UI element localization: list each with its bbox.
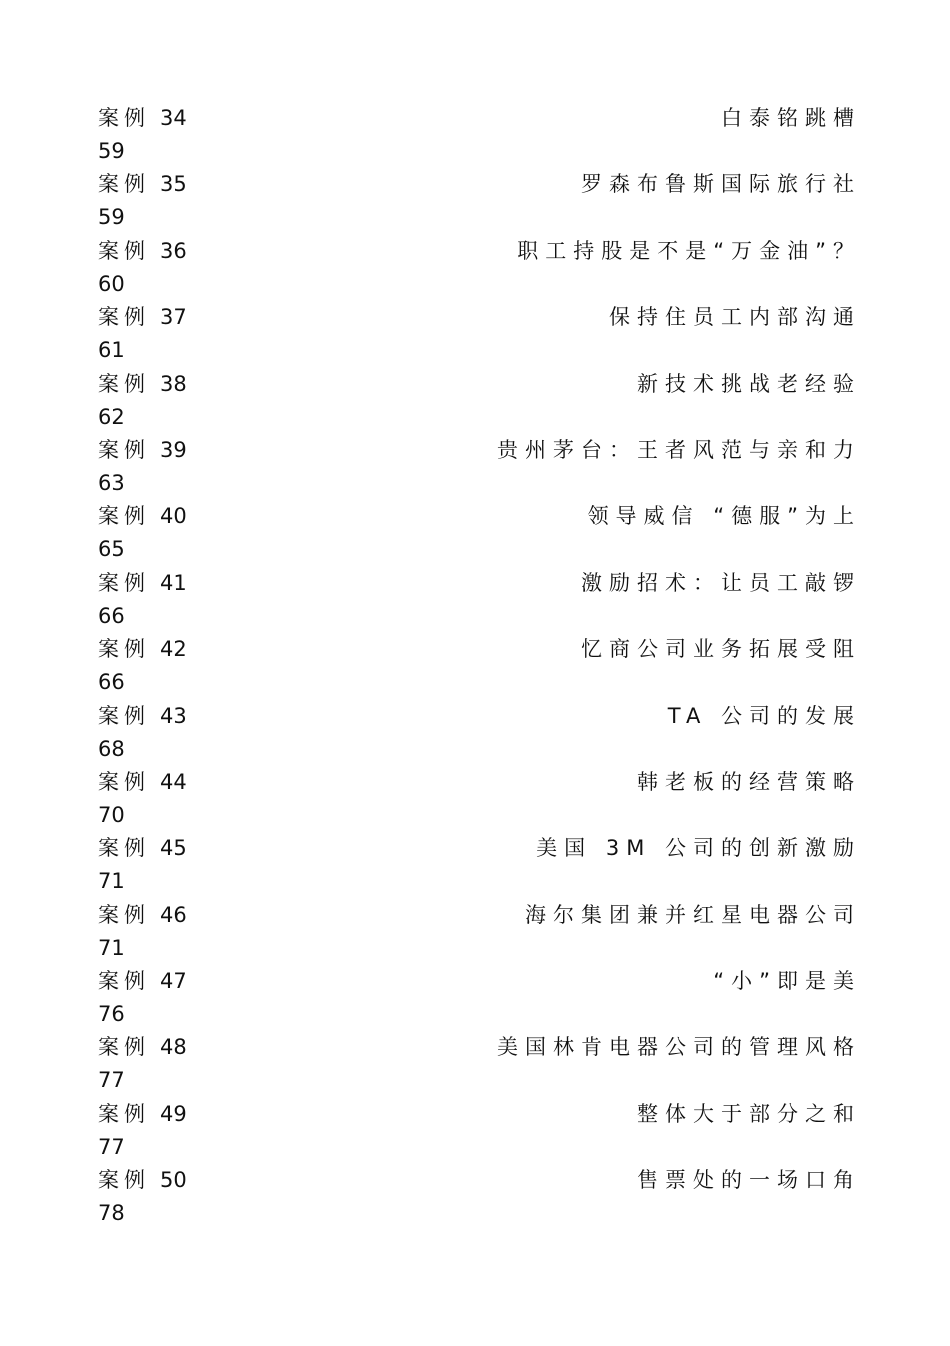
toc-entry[interactable] [98,567,861,633]
case-number: 48 [160,1035,187,1060]
page-number: 78 [98,1201,125,1226]
toc-entry[interactable] [98,899,861,965]
page-number: 59 [98,139,125,163]
case-title[interactable]: 白泰铭跳槽 [721,106,861,130]
case-prefix: 案例 [98,172,150,197]
case-prefix: 案例 [98,504,150,529]
case-number: 41 [160,570,187,595]
case-prefix: 案例 [98,437,150,462]
case-prefix: 案例 [98,637,150,662]
page-number: 60 [98,271,125,296]
toc-entry[interactable] [98,1098,861,1164]
case-label [98,567,187,599]
case-number: 49 [160,1101,187,1126]
case-label [98,899,187,931]
case-title[interactable]: 新技术挑战老经验 [637,371,861,396]
case-prefix: 案例 [98,769,150,794]
case-prefix: 案例 [98,1168,150,1193]
case-prefix: 案例 [98,836,150,861]
case-number: 42 [160,637,187,662]
page-number: 76 [98,1002,125,1027]
case-label [98,434,187,466]
case-label [98,1031,187,1063]
page-number: 71 [98,935,125,960]
case-label [98,965,187,997]
page-number: 66 [98,670,125,695]
toc-entry[interactable] [98,700,861,766]
toc-entry[interactable] [98,102,861,168]
case-title[interactable]: 整体大于部分之和 [637,1101,861,1126]
case-prefix: 案例 [98,1101,150,1126]
page-number: 61 [98,338,125,363]
case-title[interactable]: 罗森布鲁斯国际旅行社 [581,172,861,197]
case-label [98,1164,187,1196]
case-number: 47 [160,969,187,994]
toc-entry[interactable] [98,235,861,301]
case-title[interactable]: 美国 3M 公司的创新激励 [536,836,861,861]
case-prefix: 案例 [98,570,150,595]
toc-entry[interactable] [98,434,861,500]
toc-entry[interactable] [98,168,861,234]
page-number: 62 [98,404,125,429]
case-prefix: 案例 [98,902,150,927]
toc-entry[interactable] [98,301,861,367]
case-label [98,832,187,864]
case-title[interactable]: 保持住员工内部沟通 [609,305,861,330]
toc-entry[interactable] [98,1164,861,1230]
case-title[interactable]: 忆商公司业务拓展受阻 [581,637,861,662]
page-number: 59 [98,205,125,230]
case-title[interactable]: “小”即是美 [713,969,861,994]
case-number: 36 [160,238,187,263]
toc-entry[interactable] [98,500,861,566]
case-prefix: 案例 [98,1035,150,1060]
case-label [98,1098,187,1130]
case-label [98,700,187,732]
case-prefix: 案例 [98,703,150,728]
page-number: 77 [98,1068,125,1093]
case-prefix: 案例 [98,305,150,330]
case-label [98,633,187,665]
page-number: 68 [98,736,125,761]
case-title[interactable]: 韩老板的经营策略 [637,769,861,794]
page-number: 66 [98,603,125,628]
case-title[interactable]: 贵州茅台：王者风范与亲和力 [497,437,861,462]
case-prefix: 案例 [98,969,150,994]
case-label [98,102,187,134]
case-label [98,301,187,333]
toc-entry[interactable] [98,368,861,434]
case-label [98,235,187,267]
case-title[interactable]: 职工持股是不是“万金油”？ [517,238,861,263]
case-title[interactable]: 售票处的一场口角 [637,1168,861,1193]
case-title[interactable]: TA 公司的发展 [667,703,861,728]
page-number: 70 [98,802,125,827]
case-label [98,500,187,532]
case-title[interactable]: 海尔集团兼并红星电器公司 [525,902,861,927]
case-number: 45 [160,836,187,861]
case-number: 37 [160,305,187,330]
case-number: 40 [160,504,187,529]
case-number: 38 [160,371,187,396]
case-number: 50 [160,1168,187,1193]
case-label [98,766,187,798]
case-number: 46 [160,902,187,927]
case-prefix: 案例 [98,106,150,130]
page-number: 65 [98,537,125,562]
case-number: 39 [160,437,187,462]
page-number: 63 [98,470,125,495]
case-label [98,368,187,400]
case-label [98,168,187,200]
toc-entry[interactable] [98,1031,861,1097]
toc-entry[interactable] [98,965,861,1031]
page-number: 77 [98,1134,125,1159]
case-title[interactable]: 领导威信 “德服”为上 [587,504,861,529]
case-prefix: 案例 [98,238,150,263]
page-number: 71 [98,869,125,894]
toc-entry[interactable] [98,766,861,832]
case-title[interactable]: 激励招术：让员工敲锣 [581,570,861,595]
case-number: 43 [160,703,187,728]
toc-entry[interactable] [98,832,861,898]
case-title[interactable]: 美国林肯电器公司的管理风格 [497,1035,861,1060]
table-of-contents [98,102,861,1231]
case-number: 44 [160,769,187,794]
case-prefix: 案例 [98,371,150,396]
toc-entry[interactable] [98,633,861,699]
case-number: 35 [160,172,187,197]
case-number: 34 [160,106,187,130]
